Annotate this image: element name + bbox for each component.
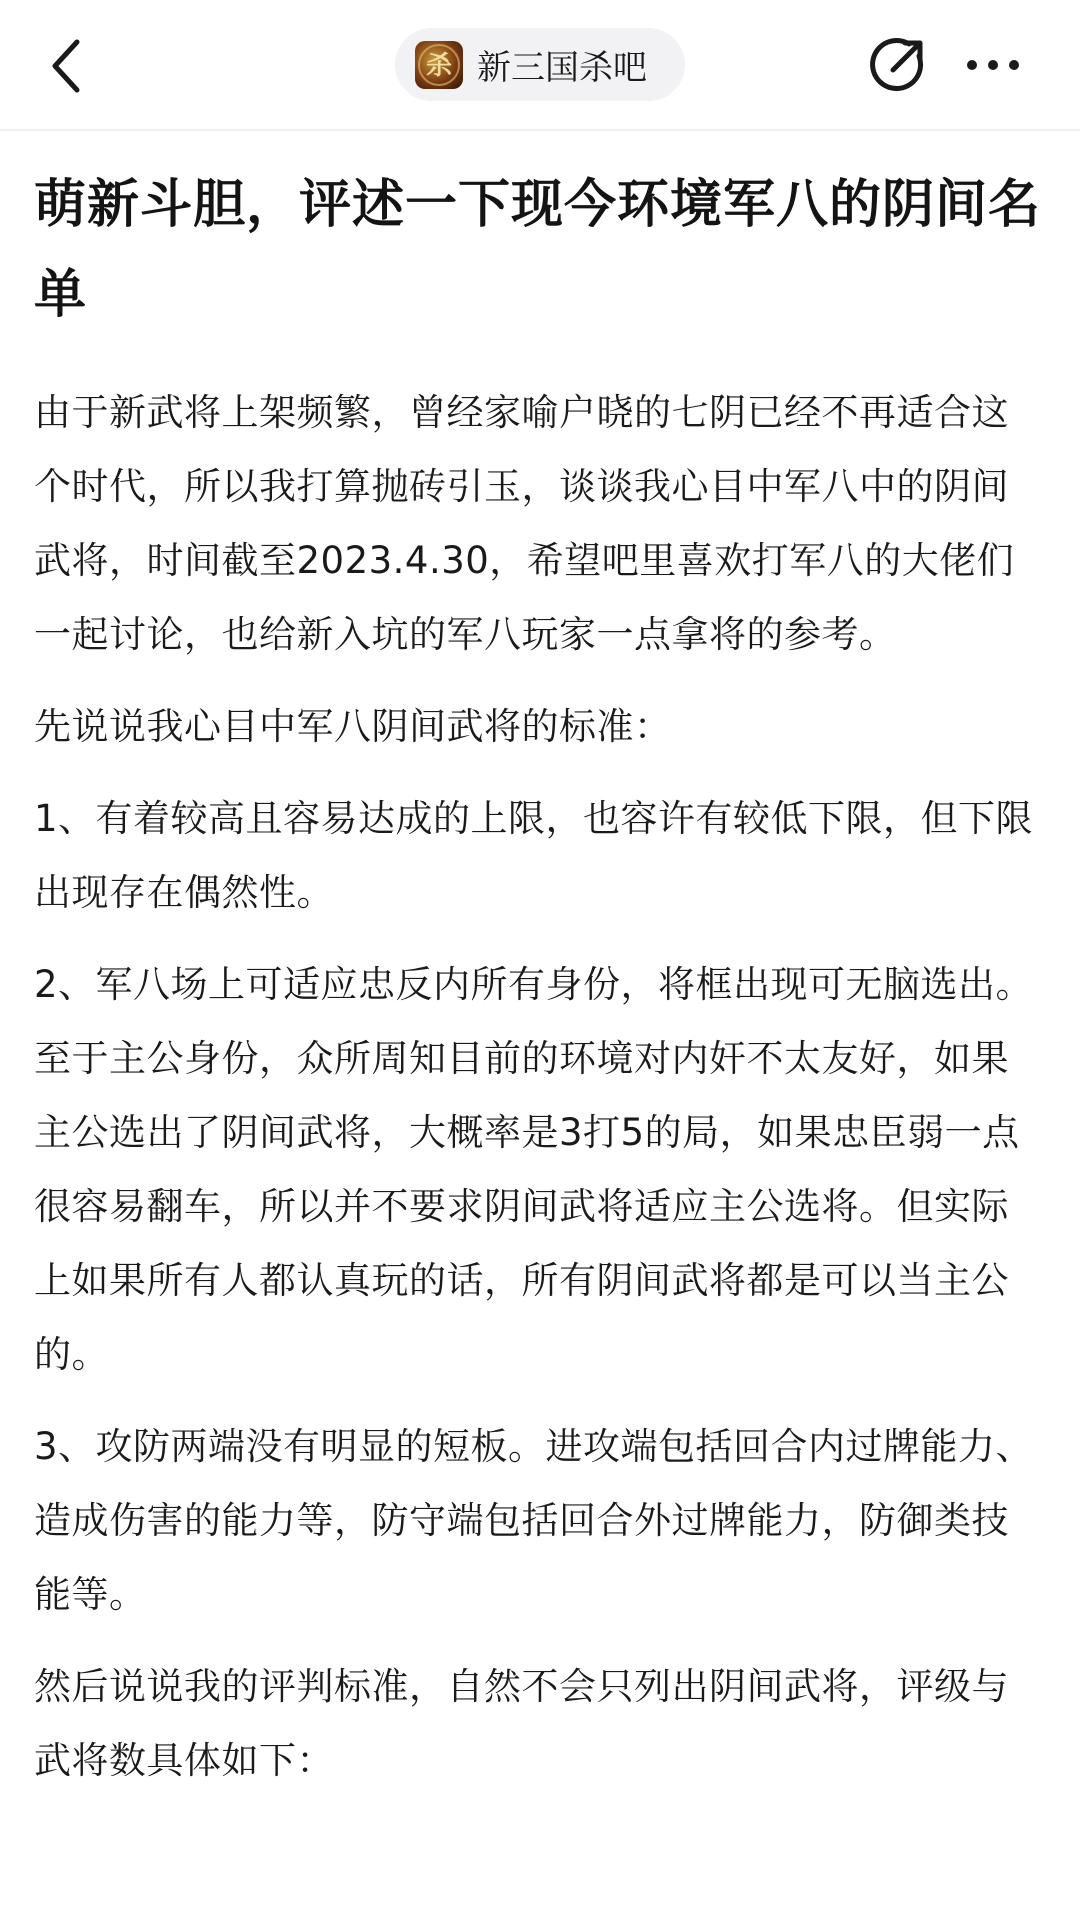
post-paragraph: 1、有着较高且容易达成的上限，也容许有较低下限，但下限出现存在偶然性。 [34, 797, 1034, 914]
share-arrow-icon [869, 36, 927, 94]
post-paragraph: 3、攻防两端没有明显的短板。进攻端包括回合内过牌能力、造成伤害的能力等，防守端包括回合外过牌能力，防御类技能等。 [34, 1425, 1034, 1616]
post-paragraph: 然后说说我的评判标准，自然不会只列出阴间武将，评级与武将数具体如下： [34, 1665, 1009, 1782]
post-content [34, 160, 1046, 1798]
post-paragraph: 2、军八场上可适应忠反内所有身份，将框出现可无脑选出。至于主公身份，众所周知目前的环境对内奸不太友好，如果主公选出了阴间武将，大概率是3打5的局，如果忠臣弱一点很容易翻车，所以并不要求阴间武将适应主公选将。但实际上如果所有人都认真玩的话，所有阴间武将都是可以当主公的。 [34, 963, 1034, 1376]
forum-logo [415, 41, 463, 89]
back-button[interactable] [36, 28, 96, 104]
share-button[interactable] [866, 30, 930, 100]
forum-logo-icon [415, 41, 463, 89]
post-paragraph: 先说说我心目中军八阴间武将的标准： [34, 705, 672, 748]
post-paragraph: 由于新武将上架频繁，曾经家喻户晓的七阴已经不再适合这个时代，所以我打算抛砖引玉，谈谈我心目中军八中的阴间武将，时间截至2023.4.30，希望吧里喜欢打军八的大佬们一起讨论，也给新入坑的军八玩家一点拿将的参考。 [34, 391, 1015, 656]
more-button[interactable] [960, 36, 1026, 94]
forum-entry-pill[interactable] [395, 28, 685, 101]
chevron-left-icon [49, 38, 83, 94]
post-title: 萌新斗胆，评述一下现今环境军八的阴间名单 [34, 175, 1042, 325]
top-nav-bar [0, 0, 1080, 131]
forum-name: 新三国杀吧 [477, 48, 647, 88]
more-dots-icon [965, 58, 1021, 72]
forum-logo-glyph: 杀 [425, 50, 453, 81]
